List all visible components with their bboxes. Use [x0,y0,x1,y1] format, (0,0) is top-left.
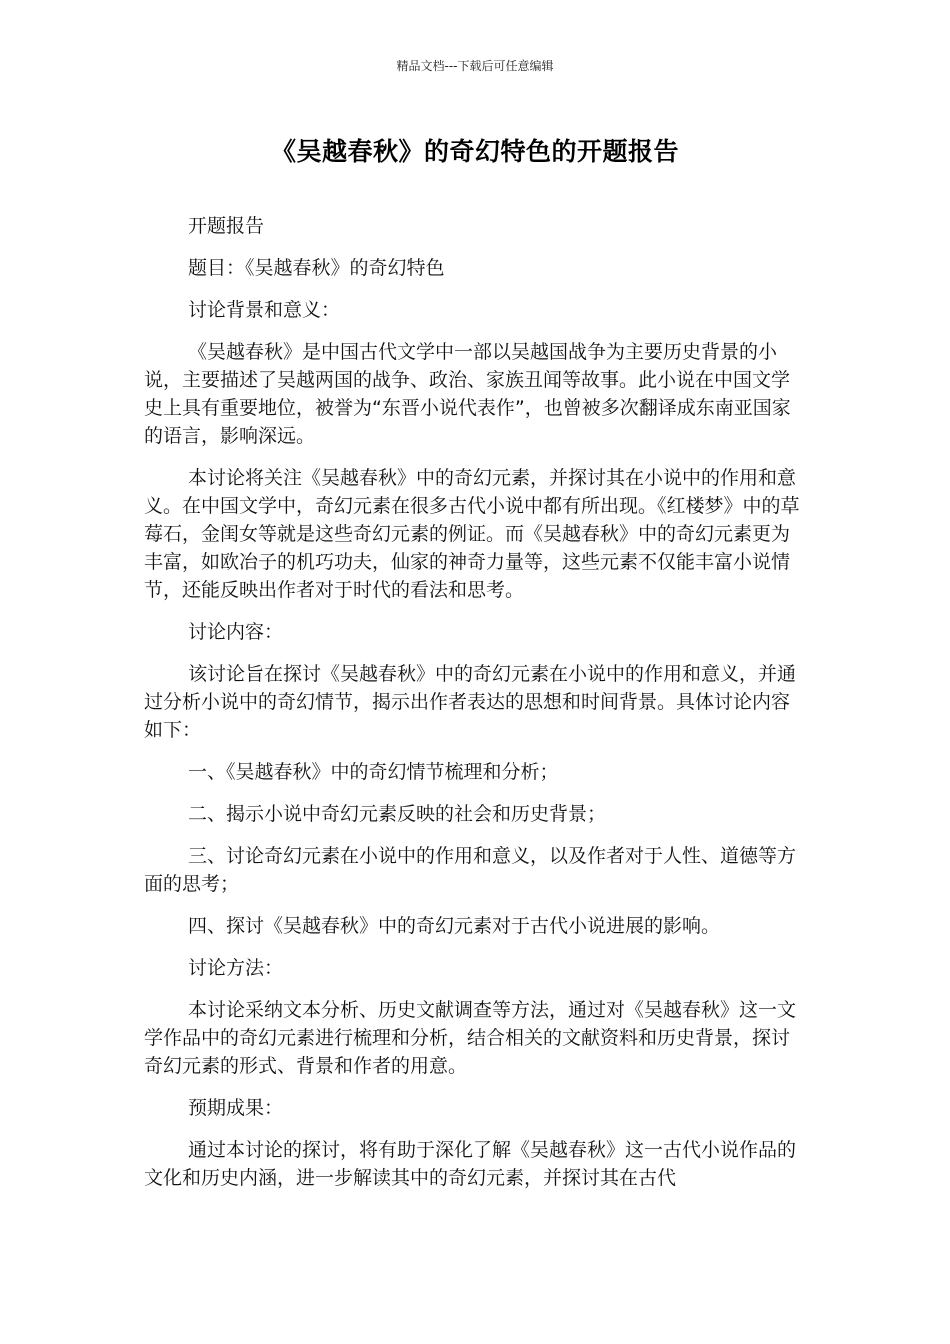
paragraph-label-report: 开题报告 [188,215,265,237]
paragraph-background-2: 本讨论将关注《吴越春秋》中的奇幻元素，并探讨其在小说中的作用和意义。在中国文学中，奇幻元素在很多古代小说中都有所出现。《红楼梦》中的草莓石，金闺女等就是这些奇幻元素的例证。而《吴越春秋》中的奇幻元素更为丰富，如欧冶子的机巧功夫，仙家的神奇力量等，这些元素不仅能丰富小说情节，还能反映出作者对于时代的看法和思考。 [144,467,800,601]
paragraph-method: 本讨论采纳文本分析、历史文献调查等方法，通过对《吴越春秋》这一文学作品中的奇幻元素进行梳理和分析，结合相关的文献资料和历史背景，探讨奇幻元素的形式、背景和作者的用意。 [144,999,797,1077]
document-body [144,212,804,1206]
list-item-1: 一、《吴越春秋》中的奇幻情节梳理和分析； [188,761,559,783]
paragraph-topic: 题目：《吴越春秋》的奇幻特色 [188,257,445,279]
paragraph-background-1: 《吴越春秋》是中国古代文学中一部以吴越国战争为主要历史背景的小说，主要描述了吴越两国的战争、政治、家族丑闻等故事。此小说在中国文学史上具有重要地位，被誉为“东晋小说代表作”，也曾被多次翻译成东南亚国家的语言，影响深远。 [144,341,791,447]
heading-expected-results: 预期成果： [188,1097,284,1119]
list-item-2: 二、揭示小说中奇幻元素反映的社会和历史背景； [188,803,607,825]
paragraph-content-intro: 该讨论旨在探讨《吴越春秋》中的奇幻元素在小说中的作用和意义，并通过分析小说中的奇幻情节，揭示出作者表达的思想和时间背景。具体讨论内容如下： [144,663,797,741]
list-item-4: 四、探讨《吴越春秋》中的奇幻元素对于古代小说进展的影响。 [188,915,721,937]
paragraph-expected-results: 通过本讨论的探讨，将有助于深化了解《吴越春秋》这一古代小说作品的文化和历史内涵，进一步解读其中的奇幻元素，并探讨其在古代 [144,1139,797,1189]
document-title: 《吴越春秋》的奇幻特色的开题报告 [270,137,679,166]
heading-background: 讨论背景和意义： [188,299,341,321]
heading-content: 讨论内容： [188,621,284,643]
heading-method: 讨论方法： [188,957,284,979]
list-item-3: 三、讨论奇幻元素在小说中的作用和意义，以及作者对于人性、道德等方面的思考； [144,845,797,895]
header-note: 精品文档---下载后可任意编辑 [396,59,554,73]
